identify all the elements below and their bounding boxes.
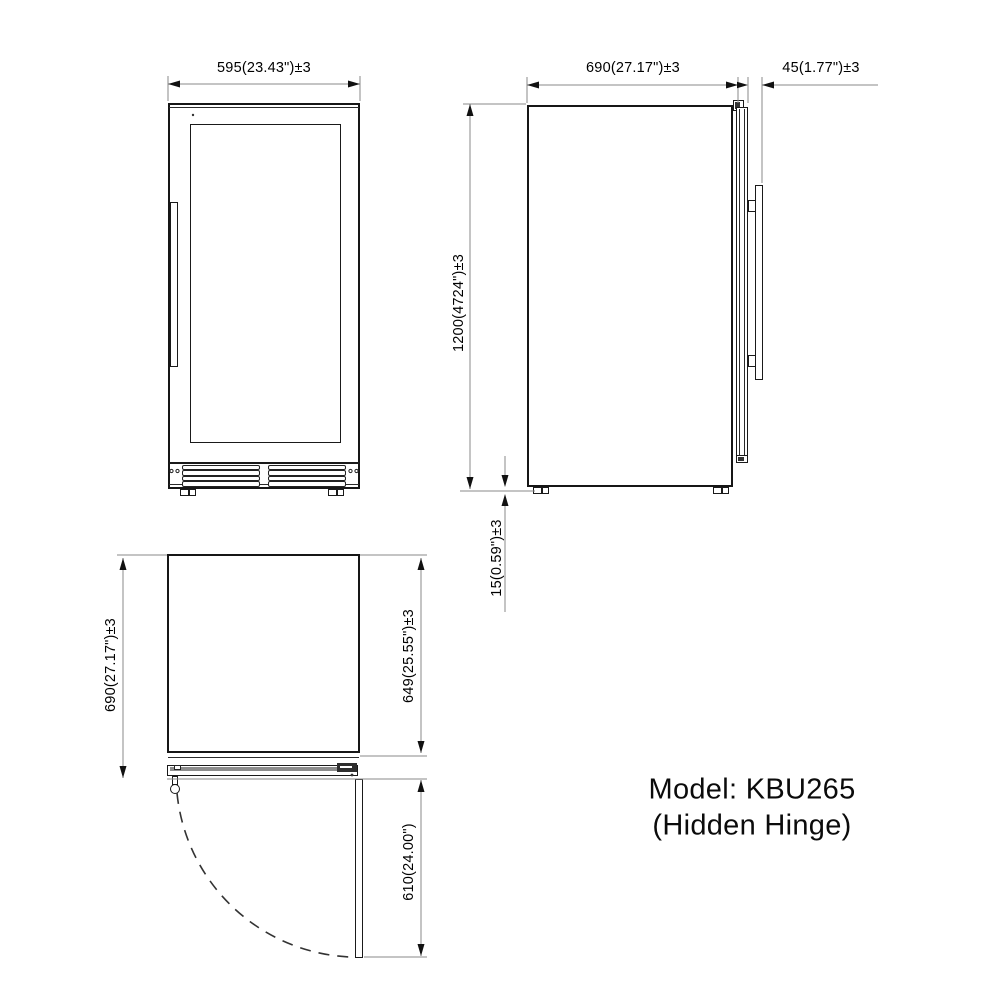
side-height-dim-label: 1200(4724")±3	[451, 254, 467, 352]
model-number-text: Model: KBU265	[648, 773, 856, 806]
arrow-left-icon	[168, 81, 180, 88]
model-hinge-text: (Hidden Hinge)	[652, 809, 852, 842]
arrow-down-icon	[120, 766, 127, 778]
side-depth-dim-label: 690(27.17")±3	[586, 60, 680, 76]
top-depth-dim-label: 690(27.17")±3	[103, 618, 119, 712]
side-foot-dim-label: 15(0.59")±3	[489, 519, 505, 597]
arrow-down-icon	[418, 741, 425, 753]
front-width-dim-label: 595(23.43")±3	[217, 60, 311, 76]
screw-icon	[355, 469, 358, 472]
arrow-up-icon	[467, 104, 474, 116]
arrow-down-icon	[467, 477, 474, 489]
screw-icon	[170, 469, 173, 472]
arrow-up-icon	[120, 558, 127, 570]
arrow-right-icon	[737, 82, 748, 88]
arrow-right-icon	[348, 81, 360, 88]
arrow-left-icon	[762, 82, 774, 89]
side-handle-dim-label: 45(1.77")±3	[782, 60, 860, 76]
arrow-down-icon	[502, 475, 509, 487]
arrow-up-icon	[502, 494, 509, 506]
screw-icon	[176, 469, 179, 472]
arrow-up-icon	[418, 780, 425, 792]
arrow-down-icon	[418, 944, 425, 956]
door-swing-arc	[177, 793, 350, 957]
arrow-up-icon	[418, 558, 425, 570]
top-door-swing-dim-label: 610(24.00")	[401, 823, 417, 901]
front-view-sensor-dot	[192, 114, 194, 116]
screw-icon	[349, 469, 352, 472]
arrow-right-icon	[726, 82, 738, 89]
top-view-hinge-pin-dot	[351, 774, 354, 777]
top-body-depth-dim-label: 649(25.55")±3	[401, 609, 417, 703]
arrow-left-icon	[527, 82, 539, 89]
